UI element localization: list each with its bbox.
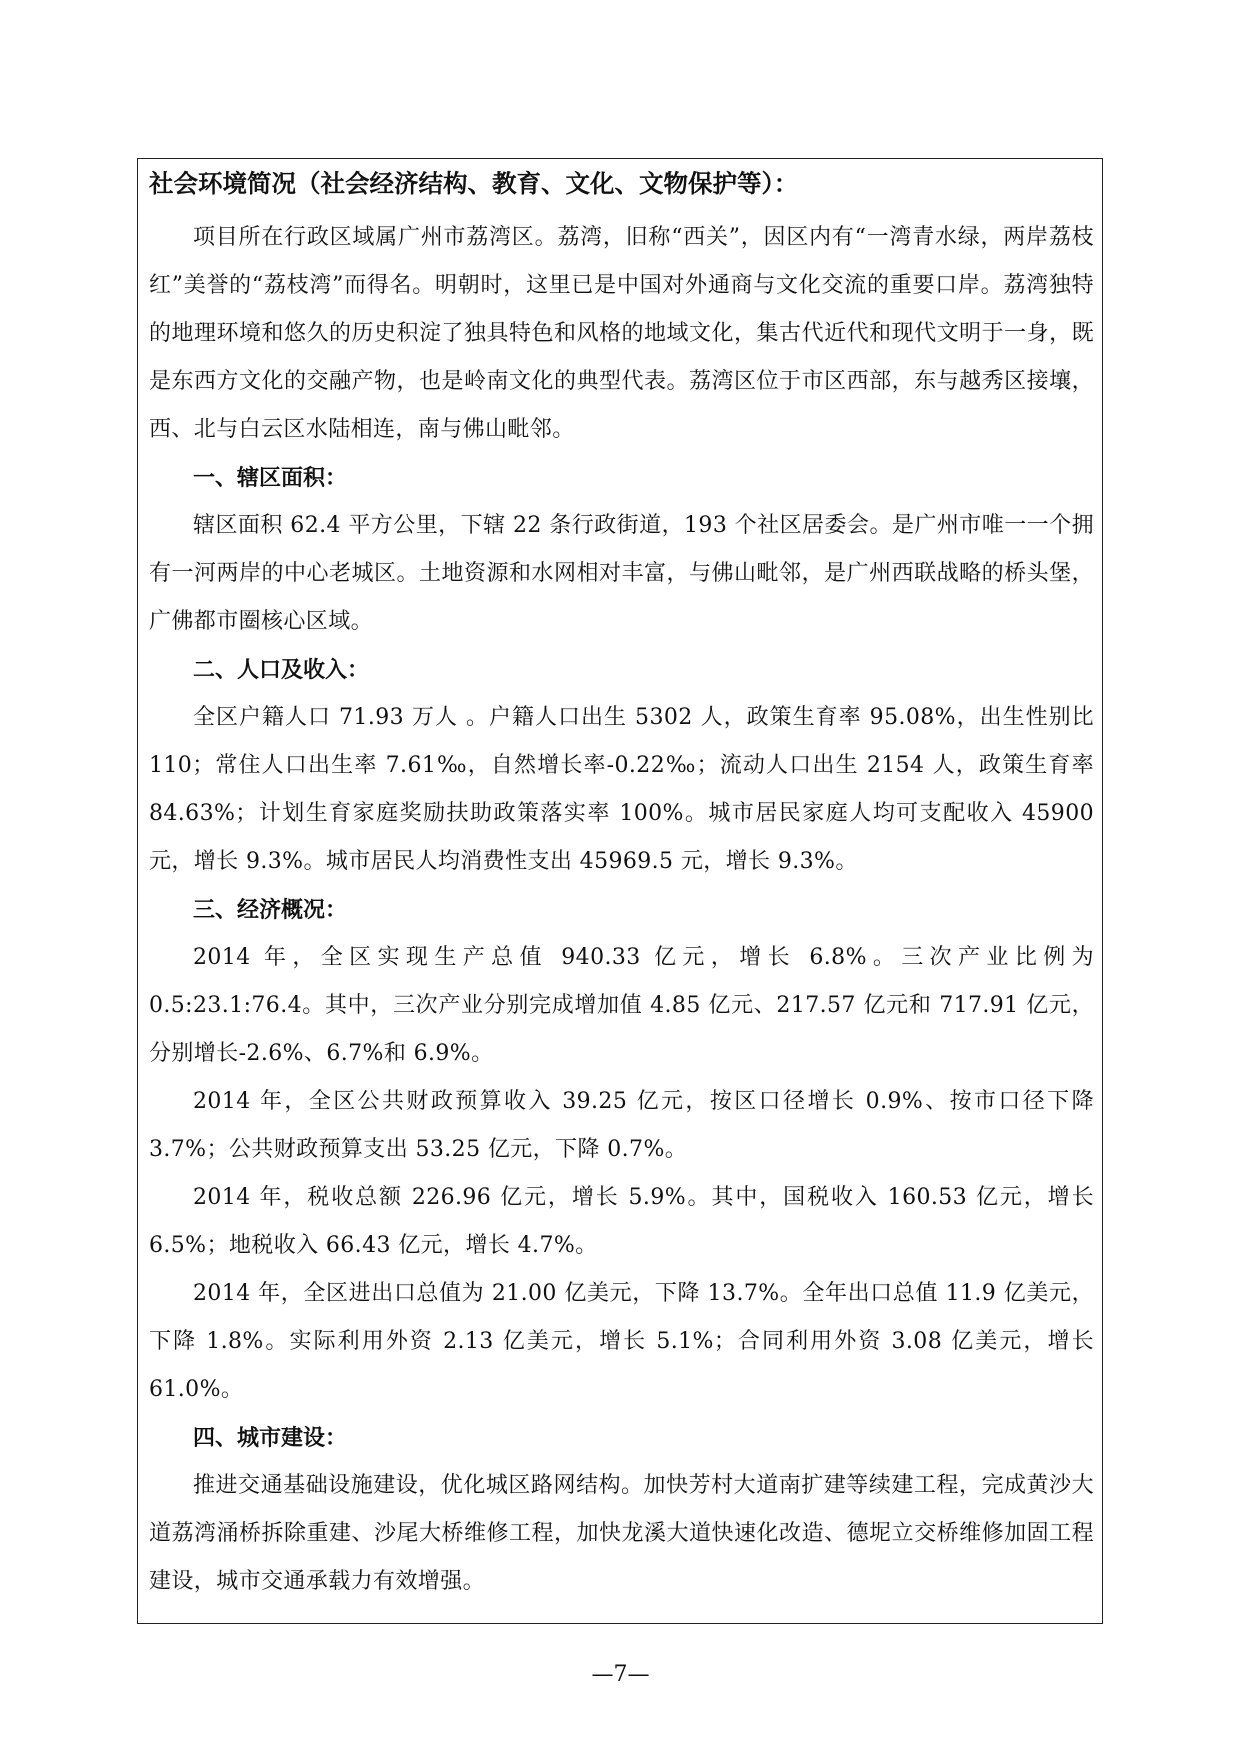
page-number: —7— xyxy=(591,1662,650,1687)
section-title-economy: 三、经济概况： xyxy=(193,897,348,923)
economy-paragraph-budget: 2014 年，全区公共财政预算收入 39.25 亿元，按区口径增长 0.9%、按市口径下降 3.7%；公共财政预算支出 53.25 亿元，下降 0.7%。 xyxy=(149,1089,1094,1162)
intro-paragraph: 项目所在行政区域属广州市荔湾区。荔湾，旧称“西关”，因区内有“一湾青水绿，两岸荔枝红”美誉的“荔枝湾”而得名。明朝时，这里已是中国对外通商与文化交流的重要口岸。荔湾独特的地理环境和悠久的历史积淀了独具特色和风格的地域文化，集古代近代和现代文明于一身，既是东西方文化的交融产物，也是岭南文化的典型代表。荔湾区位于市区西部，东与越秀区接壤，西、北与白云区水陆相连，南与佛山毗邻。 xyxy=(149,225,1094,442)
body-text xyxy=(149,214,1094,1606)
section-heading: 社会环境简况（社会经济结构、教育、文化、文物保护等）： xyxy=(149,169,799,198)
section-title-population: 二、人口及收入： xyxy=(193,657,370,683)
area-paragraph: 辖区面积 62.4 平方公里，下辖 22 条行政街道，193 个社区居委会。是广州市唯一一个拥有一河两岸的中心老城区。土地资源和水网相对丰富，与佛山毗邻，是广州西联战略的桥头堡，广佛都市圈核心区域。 xyxy=(149,513,1094,634)
population-paragraph: 全区户籍人口 71.93 万人 。户籍人口出生 5302 人，政策生育率 95.08%，出生性别比 110；常住人口出生率 7.61‰，自然增长率-0.22‰；流动人口出生 2154 人，政策生育率 84.63%；计划生育家庭奖励扶助政策落实率 100%。城市居民家庭人均可支配收入 45900 元，增长 9.3%。城市居民人均消费性支出 45969.5 元，增长 9.3%。 xyxy=(149,705,1094,874)
economy-paragraph-trade: 2014 年，全区进出口总值为 21.00 亿美元，下降 13.7%。全年出口总值 11.9 亿美元，下降 1.8%。实际利用外资 2.13 亿美元，增长 5.1%；合同利用外资 3.08 亿美元，增长 61.0%。 xyxy=(149,1281,1094,1402)
section-title-area: 一、辖区面积： xyxy=(193,465,348,491)
urban-paragraph: 推进交通基础设施建设，优化城区路网结构。加快芳村大道南扩建等续建工程，完成黄沙大道荔湾涌桥拆除重建、沙尾大桥维修工程，加快龙溪大道快速化改造、德坭立交桥维修加固工程建设，城市交通承载力有效增强。 xyxy=(149,1473,1094,1594)
economy-paragraph-tax: 2014 年，税收总额 226.96 亿元，增长 5.9%。其中，国税收入 160.53 亿元，增长 6.5%；地税收入 66.43 亿元，增长 4.7%。 xyxy=(149,1185,1094,1258)
economy-paragraph-gdp: 2014 年，全区实现生产总值 940.33 亿元，增长 6.8%。三次产业比例为 0.5:23.1:76.4。其中，三次产业分别完成增加值 4.85 亿元、217.57 亿元和 717.91 亿元，分别增长-2.6%、6.7%和 6.9%。 xyxy=(149,945,1094,1066)
section-title-urban: 四、城市建设： xyxy=(193,1425,348,1451)
